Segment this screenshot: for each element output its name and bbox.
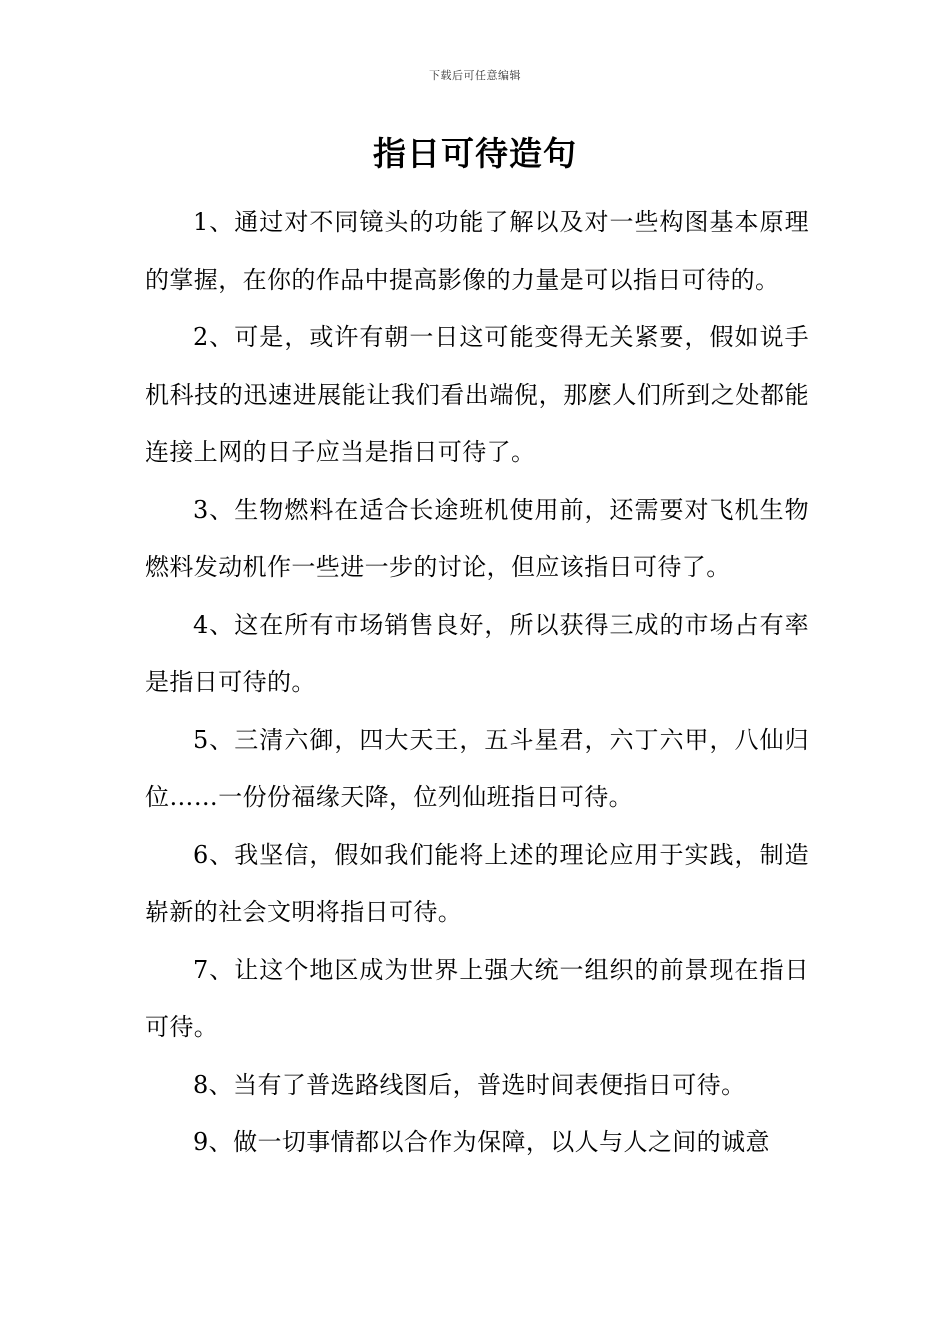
sentence-paragraph-2: 2、可是，或许有朝一日这可能变得无关紧要，假如说手机科技的迅速进展能让我们看出端倪，那麽人们所到之处都能连接上网的日子应当是指日可待了。 — [145, 323, 809, 466]
sentence-paragraph-8: 8、当有了普选路线图后，普选时间表便指日可待。 — [193, 1070, 746, 1099]
document-body — [145, 194, 809, 1172]
sentence-paragraph-1: 1、通过对不同镜头的功能了解以及对一些构图基本原理的掌握，在你的作品中提高影像的力量是可以指日可待的。 — [145, 208, 809, 294]
header-note: 下载后可任意编辑 — [429, 69, 521, 82]
sentence-paragraph-5: 5、三清六御，四大天王，五斗星君，六丁六甲，八仙归位……一份份福缘天降，位列仙班指日可待。 — [145, 725, 809, 811]
sentence-paragraph-9: 9、做一切事情都以合作为保障，以人与人之间的诚意 — [193, 1128, 770, 1156]
sentence-paragraph-3: 3、生物燃料在适合长途班机使用前，还需要对飞机生物燃料发动机作一些进一步的讨论，但应该指日可待了。 — [145, 495, 809, 581]
sentence-paragraph-6: 6、我坚信，假如我们能将上述的理论应用于实践，制造崭新的社会文明将指日可待。 — [145, 840, 809, 926]
sentence-paragraph-7: 7、让这个地区成为世界上强大统一组织的前景现在指日可待。 — [145, 955, 809, 1041]
sentence-paragraph-4: 4、这在所有市场销售良好，所以获得三成的市场占有率是指日可待的。 — [145, 610, 809, 696]
page-title: 指日可待造句 — [373, 134, 577, 173]
